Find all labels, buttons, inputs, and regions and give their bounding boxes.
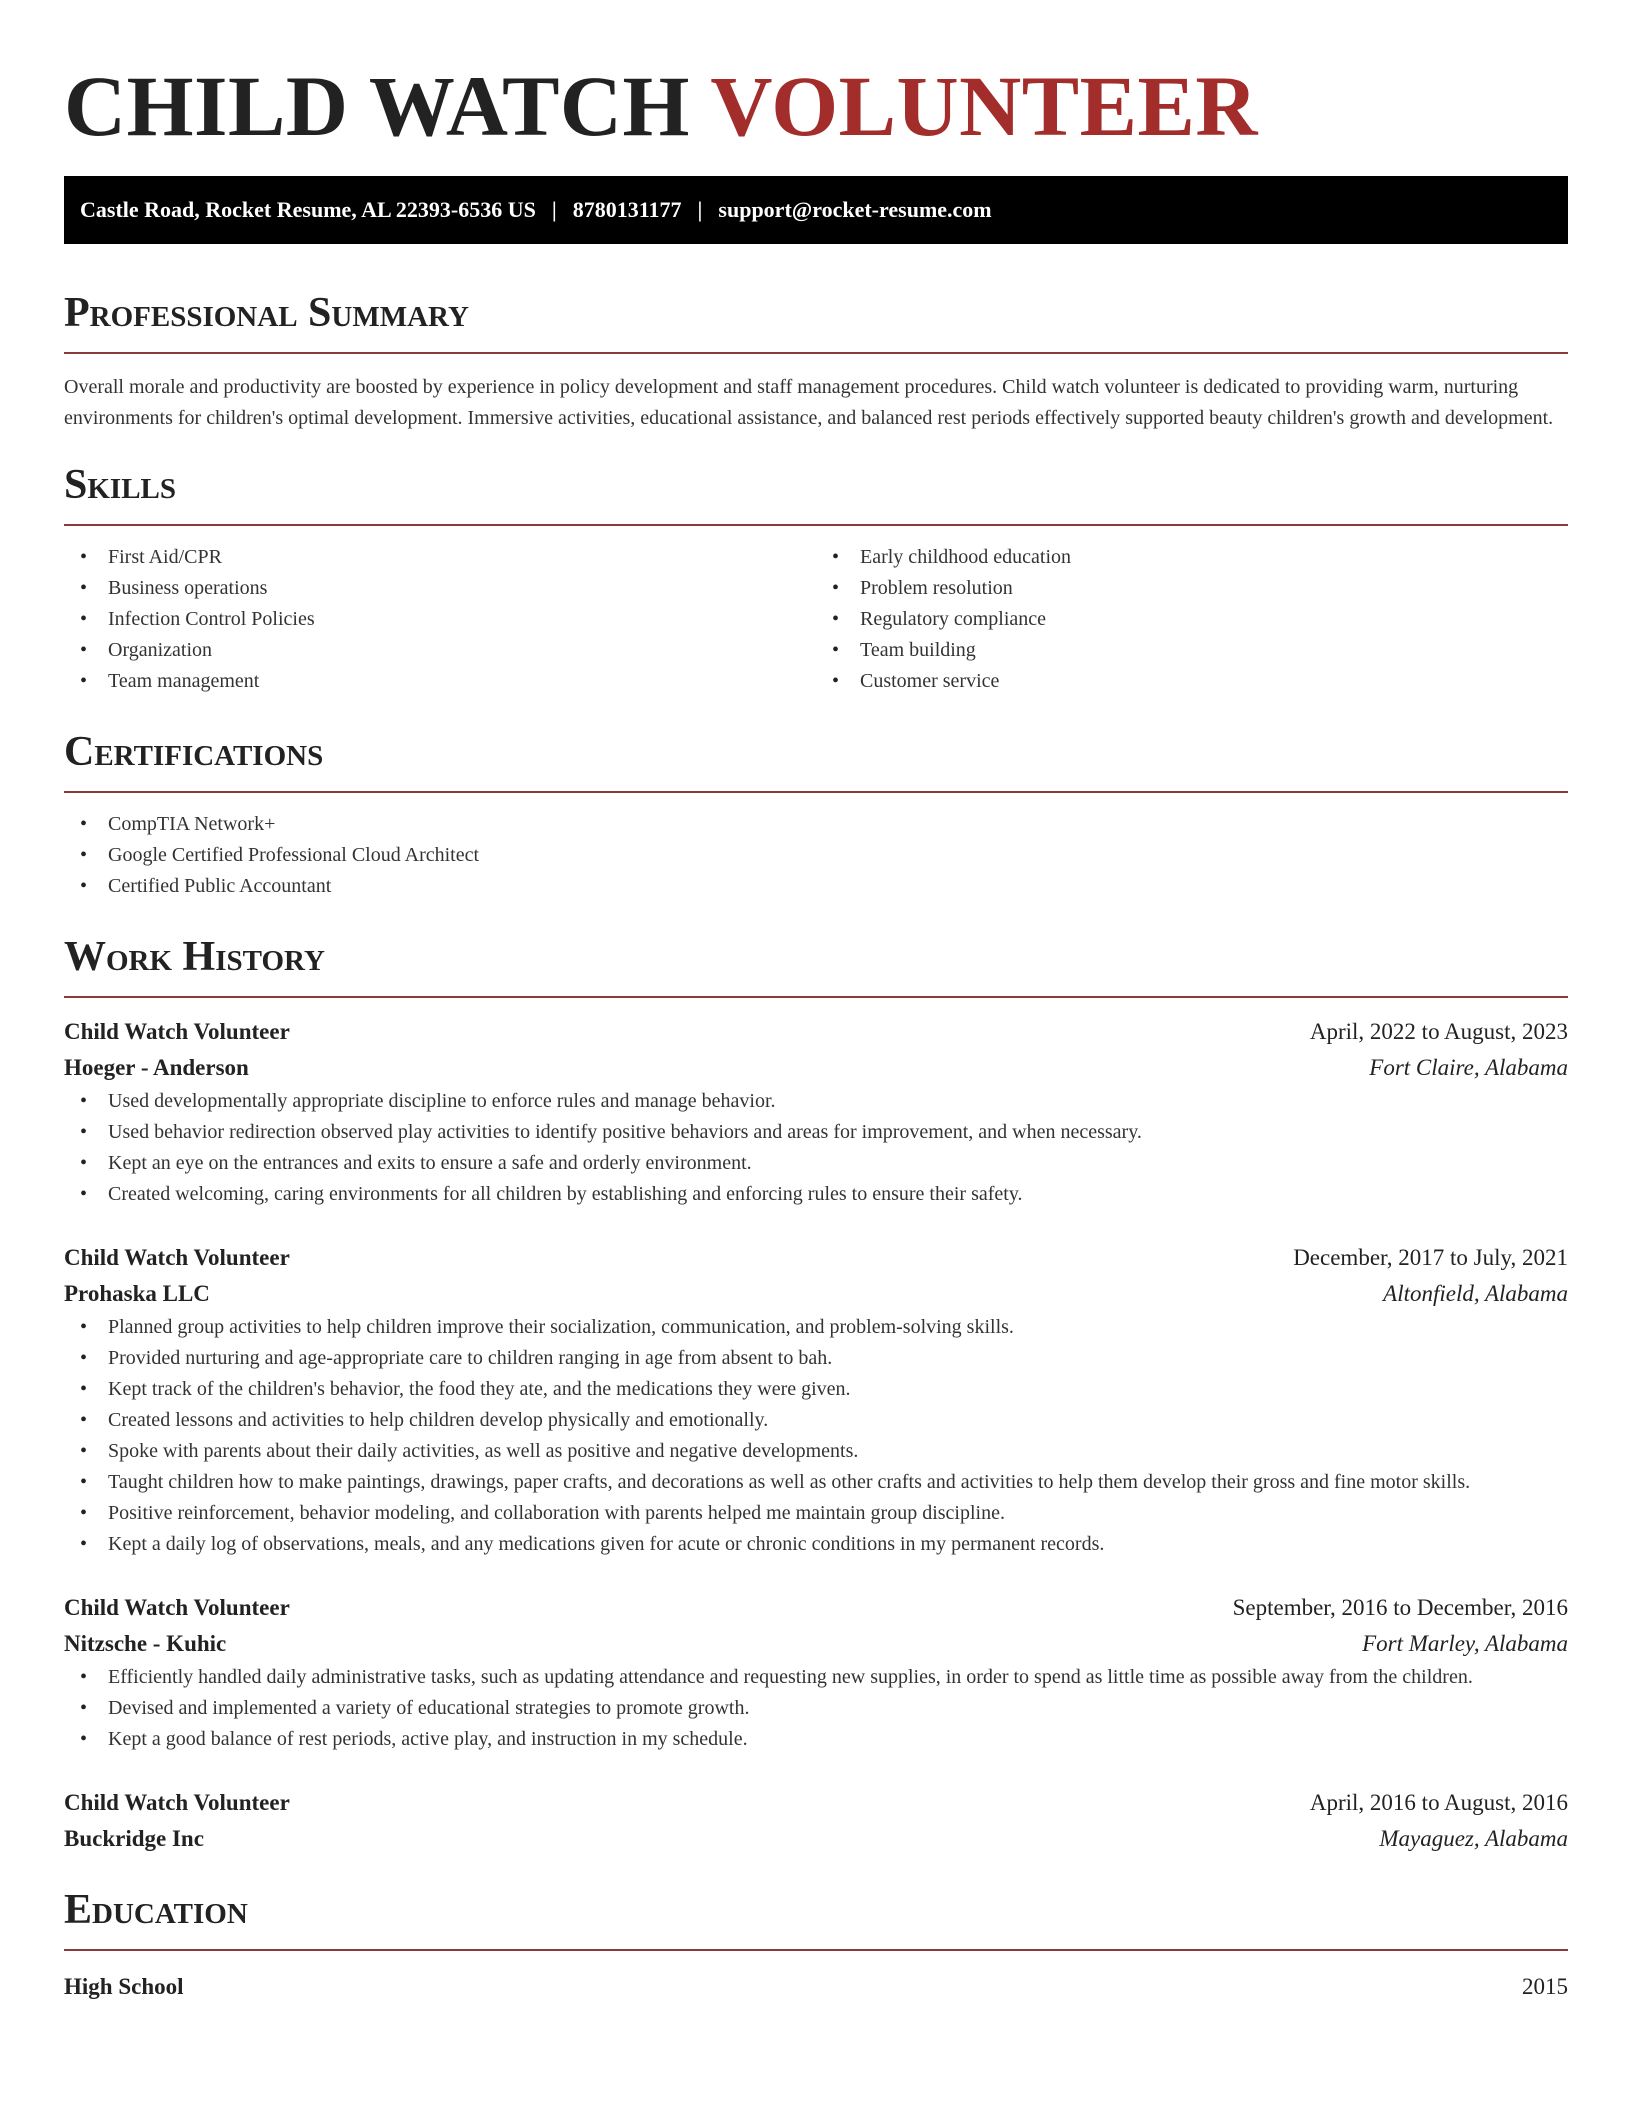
job-company: Nitzsche - Kuhic [64, 1631, 227, 1656]
job-entry [64, 1240, 1568, 1560]
resume-name [64, 0, 1568, 176]
job-bullet: • Provided nurturing and age-appropriate care to children ranging in age from absent to bah. [64, 1343, 1568, 1374]
section-divider [64, 352, 1568, 354]
contact-email: support@rocket-resume.com [718, 197, 992, 222]
section-divider [64, 791, 1568, 793]
job-dates: December, 2017 to July, 2021 [1293, 1245, 1568, 1270]
job-header [64, 1014, 1568, 1050]
section-divider [64, 1949, 1568, 1951]
education-degree: High School [64, 1974, 184, 1999]
contact-bar [64, 176, 1568, 244]
education-entry [64, 1969, 1568, 2005]
job-subheader [64, 1050, 1568, 1086]
skill-item: • Team management [64, 666, 816, 697]
work-title: Work History [64, 934, 325, 980]
skill-item: • Organization [64, 635, 816, 666]
job-bullet: • Created lessons and activities to help children develop physically and emotionally. [64, 1405, 1568, 1436]
certifications-title: Certifications [64, 729, 324, 775]
job-subheader [64, 1276, 1568, 1312]
job-bullet: • Positive reinforcement, behavior modeling, and collaboration with parents helped me maintain group discipline. [64, 1498, 1568, 1529]
job-subheader [64, 1626, 1568, 1662]
job-company: Hoeger - Anderson [64, 1055, 249, 1080]
name-last: VOLUNTEER [710, 58, 1258, 154]
certification-item: • Certified Public Accountant [64, 871, 1568, 902]
certification-item: • Google Certified Professional Cloud Architect [64, 840, 1568, 871]
contact-address: Castle Road, Rocket Resume, AL 22393-6536 US [80, 197, 536, 222]
skills-grid [64, 542, 1568, 697]
certifications-section [64, 727, 1568, 902]
job-location: Fort Marley, Alabama [1362, 1631, 1568, 1656]
skill-item: • Regulatory compliance [816, 604, 1568, 635]
job-company: Prohaska LLC [64, 1281, 210, 1306]
contact-phone: 8780131177 [572, 197, 682, 222]
job-bullets [64, 1086, 1568, 1210]
job-bullet: • Created welcoming, caring environments for all children by establishing and enforcing rules to ensure their safety. [64, 1179, 1568, 1210]
job-bullet: • Kept track of the children's behavior, the food they ate, and the medications they were given. [64, 1374, 1568, 1405]
job-bullet: • Kept a good balance of rest periods, active play, and instruction in my schedule. [64, 1724, 1568, 1755]
job-subheader [64, 1821, 1568, 1857]
section-divider [64, 996, 1568, 998]
job-title: Child Watch Volunteer [64, 1595, 290, 1620]
job-entry [64, 1785, 1568, 1857]
job-dates: September, 2016 to December, 2016 [1232, 1595, 1568, 1620]
job-header [64, 1785, 1568, 1821]
education-title: Education [64, 1887, 248, 1933]
contact-separator: | [551, 197, 557, 222]
contact-separator: | [697, 197, 703, 222]
skills-list-right [816, 542, 1568, 697]
job-bullet: • Used developmentally appropriate discipline to enforce rules and manage behavior. [64, 1086, 1568, 1117]
job-header [64, 1590, 1568, 1626]
job-bullet: • Devised and implemented a variety of educational strategies to promote growth. [64, 1693, 1568, 1724]
skill-item: • Infection Control Policies [64, 604, 816, 635]
work-section [64, 932, 1568, 1857]
job-title: Child Watch Volunteer [64, 1790, 290, 1815]
education-section [64, 1885, 1568, 2005]
job-dates: April, 2016 to August, 2016 [1309, 1790, 1568, 1815]
certification-item: • CompTIA Network+ [64, 809, 1568, 840]
education-year: 2015 [1522, 1974, 1568, 1999]
summary-section [64, 288, 1568, 434]
skill-item: • Early childhood education [816, 542, 1568, 573]
skill-item: • Team building [816, 635, 1568, 666]
skills-section [64, 460, 1568, 697]
job-bullet: • Used behavior redirection observed play activities to identify positive behaviors and areas for improvement, and when necessary. [64, 1117, 1568, 1148]
skill-item: • First Aid/CPR [64, 542, 816, 573]
job-bullet: • Efficiently handled daily administrative tasks, such as updating attendance and requesting new supplies, in order to spend as little time as possible away from the children. [64, 1662, 1568, 1693]
job-location: Mayaguez, Alabama [1379, 1826, 1568, 1851]
skill-item: • Business operations [64, 573, 816, 604]
name-first: CHILD WATCH [64, 58, 690, 154]
job-entry [64, 1014, 1568, 1210]
summary-title: Professional Summary [64, 290, 469, 336]
skill-item: • Problem resolution [816, 573, 1568, 604]
job-bullet: • Kept a daily log of observations, meals, and any medications given for acute or chronic conditions in my permanent records. [64, 1529, 1568, 1560]
job-location: Fort Claire, Alabama [1369, 1055, 1568, 1080]
job-header [64, 1240, 1568, 1276]
summary-text: Overall morale and productivity are boosted by experience in policy development and staff management procedures. Child watch volunteer is dedicated to providing warm, nurturing environments for children's optimal development. Immersive activities, educational assistance, and balanced rest periods effectively supported beauty children's growth and development. [64, 376, 1554, 429]
section-divider [64, 524, 1568, 526]
job-title: Child Watch Volunteer [64, 1019, 290, 1044]
job-dates: April, 2022 to August, 2023 [1309, 1019, 1568, 1044]
certifications-list [64, 809, 1568, 902]
job-bullet: • Spoke with parents about their daily activities, as well as positive and negative developments. [64, 1436, 1568, 1467]
skills-title: Skills [64, 462, 177, 508]
job-bullets [64, 1662, 1568, 1755]
job-bullet: • Kept an eye on the entrances and exits to ensure a safe and orderly environment. [64, 1148, 1568, 1179]
job-entry [64, 1590, 1568, 1755]
job-bullet: • Taught children how to make paintings, drawings, paper crafts, and decorations as well as other crafts and activities to help them develop their gross and fine motor skills. [64, 1467, 1568, 1498]
job-bullet: • Planned group activities to help children improve their socialization, communication, and problem-solving skills. [64, 1312, 1568, 1343]
job-title: Child Watch Volunteer [64, 1245, 290, 1270]
job-location: Altonfield, Alabama [1383, 1281, 1568, 1306]
skill-item: • Customer service [816, 666, 1568, 697]
job-bullets [64, 1312, 1568, 1560]
job-company: Buckridge Inc [64, 1826, 204, 1851]
skills-list-left [64, 542, 816, 697]
